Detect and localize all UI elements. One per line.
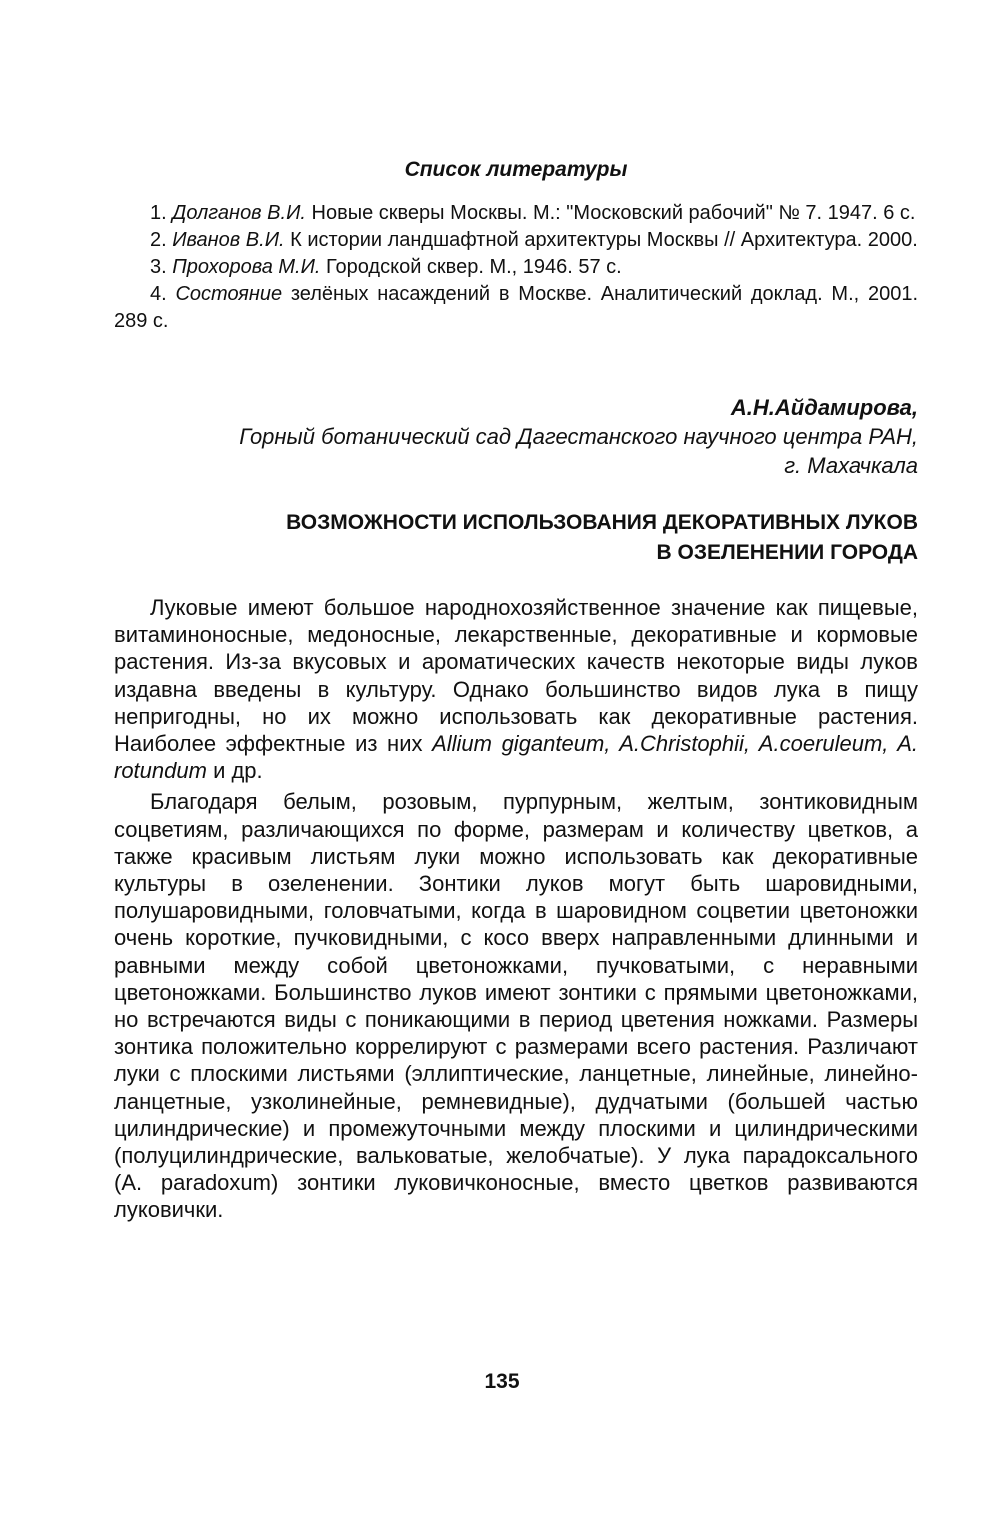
reference-number: 4. <box>150 283 167 305</box>
reference-author: Состояние <box>175 283 283 305</box>
reference-item <box>114 200 918 227</box>
references-title: Список литературы <box>404 158 628 181</box>
reference-item <box>114 281 918 335</box>
paragraph-1 <box>114 594 918 784</box>
paragraph-2: Благодаря белым, розовым, пурпурным, желтым, зонтиковидным соцветиям, различающихся по форме, размерам и количеству цветков, а также красивым листьям луки можно использовать как декоративные культуры в озеленении. Зонтики луков могут быть шаровидными, полушаровидными, головчатыми, когда в шаровидном соцветии цветоножки очень короткие, пучковидными, с косо вверх направленными длинными и равными между собой цветоножками, пучковатыми, с неравными цветоножками. Большинство луков имеют зонтики с прямыми цветоножками, но встречаются виды с поникающими в период цветения ножками. Размеры зонтика положительно коррелируют с размерами всего растения. Различают луки с плоскими листьями (эллиптические, ланцетные, линейные, линейно-ланцетные, узколинейные, ремневидные), дудчатыми (большей частью цилиндрические) и промежуточными между плоскими и цилиндрическими (полуцилиндрические, вальковатые, желобчатые). У лука парадоксального (A. paradoxum) зонтики луковичконосные, вместо цветков развиваются луковички. <box>114 789 918 1223</box>
reference-text: Городской сквер. М., 1946. 57 с. <box>320 256 622 278</box>
reference-text: Новые скверы Москвы. М.: "Московский рабочий" № 7. 1947. 6 с. <box>305 202 916 224</box>
author-affiliation: Горный ботанический сад Дагестанского научного центра РАН, <box>239 424 918 449</box>
author-name: А.Н.Айдамирова, <box>730 395 918 420</box>
document-page <box>114 150 918 1228</box>
reference-item <box>114 254 918 281</box>
reference-author: Долганов В.И. <box>172 202 306 224</box>
author-city: г. Махачкала <box>784 453 918 478</box>
reference-author: Прохорова М.И. <box>172 256 321 278</box>
reference-text: К истории ландшафтной архитектуры Москвы // Архитектура. 2000. <box>284 229 918 251</box>
reference-number: 1. <box>150 202 167 224</box>
article-title-line-2: В ОЗЕЛЕНЕНИИ ГОРОДА <box>656 541 918 564</box>
article-body <box>114 594 918 1224</box>
species-list: Allium giganteum, A.Christophii, A.coeruleum, A. rotundum <box>114 731 918 784</box>
reference-number: 2. <box>150 229 167 251</box>
author-block <box>114 393 918 480</box>
paragraph-1-end: и др. <box>206 758 263 784</box>
reference-item <box>114 227 918 254</box>
paragraph-1-text: Луковые имеют большое народнохозяйственное значение как пищевые, витаминоносные, медоносные, лекарственные, декоративные и кормовые растения. Из-за вкусовых и ароматических качеств некоторые виды луков издавна введены в культуру. Однако большинство видов лука в пищу непригодны, но их можно использовать как декоративные растения. Наиболее эффектные из них <box>114 595 918 757</box>
article-title-line-1: ВОЗМОЖНОСТИ ИСПОЛЬЗОВАНИЯ ДЕКОРАТИВНЫХ ЛУКОВ <box>286 511 918 534</box>
reference-author: Иванов В.И. <box>172 229 285 251</box>
article-title <box>114 508 918 568</box>
reference-text: зелёных насаждений в Москве. Аналитический доклад. М., 2001. 289 с. <box>114 283 919 332</box>
page-number: 135 <box>484 1370 520 1393</box>
reference-number: 3. <box>150 256 167 278</box>
